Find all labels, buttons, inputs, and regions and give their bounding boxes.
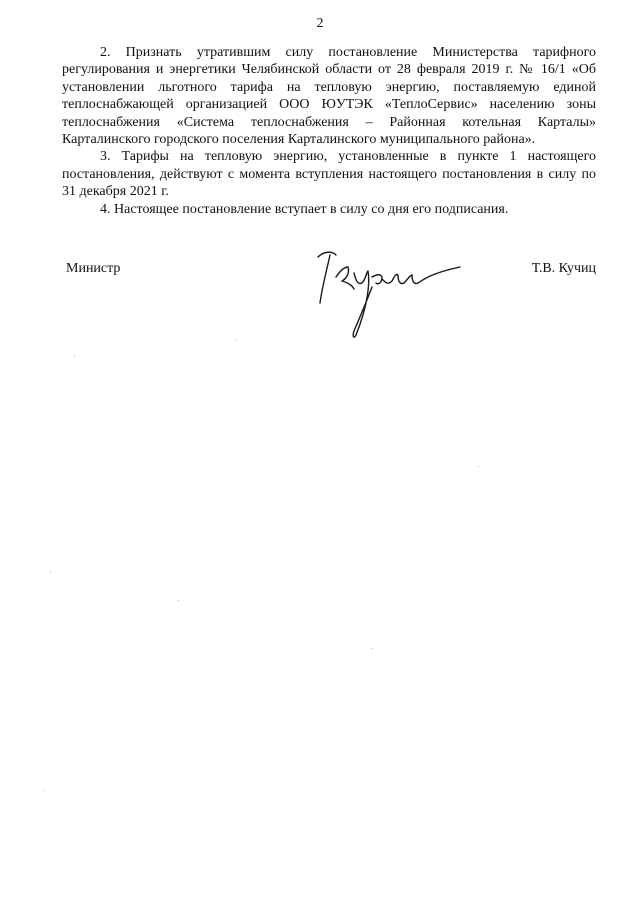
scan-speck [44, 790, 45, 791]
signatory-position: Министр [66, 261, 121, 276]
handwritten-signature [310, 243, 470, 343]
page-number: 2 [316, 16, 324, 31]
paragraph-3: 3. Тарифы на тепловую энергию, установленные в пункте 1 настоящего постановления, действуют с момента вступления настоящего постановления в силу по 31 декабря 2021 г. [62, 149, 596, 200]
signatory-name: Т.В. Кучиц [531, 261, 596, 276]
paragraph-4: 4. Настоящее постановление вступает в силу со дня его подписания. [100, 201, 509, 217]
signature-block [62, 255, 596, 345]
scan-speck [178, 600, 179, 601]
scan-speck [74, 356, 75, 357]
scan-speck [235, 340, 236, 341]
scan-speck [50, 572, 51, 573]
paragraph-2: 2. Признать утратившим силу постановление Министерства тарифного регулирования и энергетики Челябинской области от 28 февраля 2019 г. № 16/1 «Об установлении льготного тарифа на тепловую энергию, поставляемую единой теплоснабжающей организацией ООО ЮУТЭК «ТеплоСервис» населению зоны теплоснабжения «Система теплоснабжения – Районная котельная Карталы» Карталинского городского поселения Карталинского муниципального района». [62, 45, 596, 148]
document-body [62, 44, 596, 218]
scan-speck [372, 648, 373, 649]
scan-speck [478, 466, 479, 467]
